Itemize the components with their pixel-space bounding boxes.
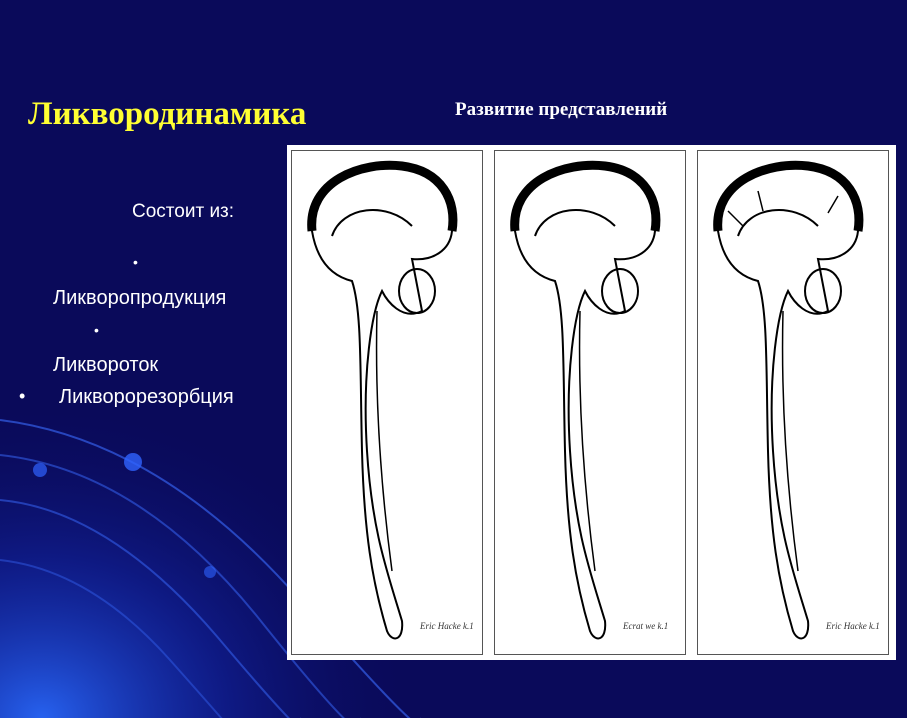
intro-text: Состоит из: (132, 201, 235, 222)
brain-spinal-drawing (495, 151, 685, 654)
panel-3-signature: Eric Hacke k.1 (826, 621, 880, 631)
panel-1-signature: Eric Hacke k.1 (420, 621, 474, 631)
csf-development-figure (287, 145, 896, 660)
panel-2-signature: Ecrat we k.1 (623, 621, 669, 631)
figure-panel-3 (697, 150, 889, 655)
list-item-liquor-resorption: Ликворорезорбция (59, 386, 234, 408)
figure-panel-2 (494, 150, 686, 655)
bullet-2: • (94, 322, 99, 338)
slide-subtitle: Развитие представлений (455, 99, 668, 120)
brain-spinal-drawing (292, 151, 482, 654)
slide-title: Ликвородинамика (28, 96, 307, 132)
list-item-liquor-flow: Ликвороток (53, 354, 159, 376)
list-item-liquor-production: Ликворопродукция (53, 287, 227, 309)
bullet-1: • (133, 254, 138, 270)
figure-panel-1 (291, 150, 483, 655)
brain-spinal-drawing (698, 151, 888, 654)
bullet-3: • (19, 386, 26, 406)
